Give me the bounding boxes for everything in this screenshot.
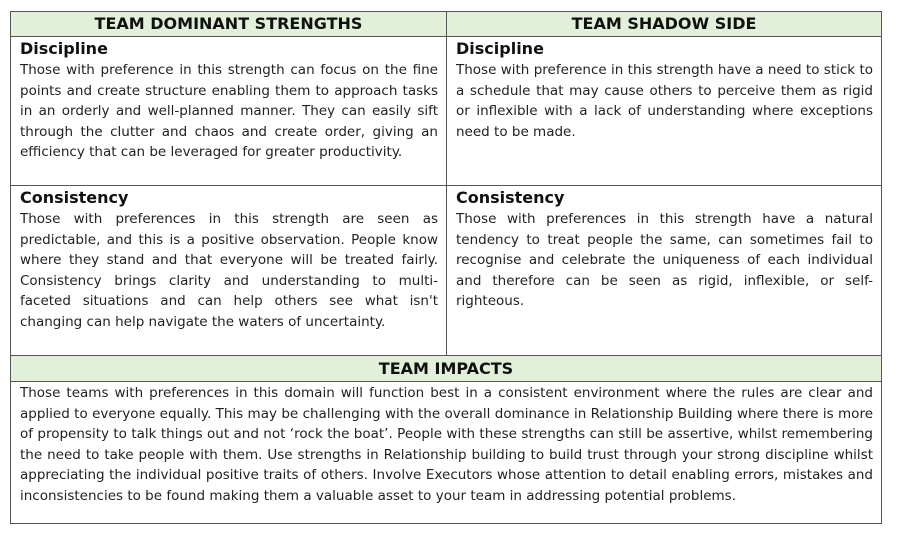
team-impacts-cell (11, 383, 881, 523)
shadow-discipline-title: Discipline (456, 39, 544, 58)
header-team-shadow-side: TEAM SHADOW SIDE (447, 12, 881, 36)
row-divider (11, 381, 881, 382)
shadow-consistency-cell (447, 187, 881, 354)
strengths-table (10, 11, 882, 524)
shadow-consistency-text: Those with preferences in this strength have a natural tendency to treat people the same, can sometimes fail to recognise and celebrate the uniqueness of each individual and therefore can be seen as rigid, inflexible, or self-righteous. (456, 211, 873, 309)
shadow-discipline-text: Those with preference in this strength have a need to stick to a schedule that may cause others to perceive them as rigid or inflexible with a lack of understanding where exceptions need to be made. (456, 62, 873, 140)
strength-consistency-title: Consistency (20, 188, 129, 207)
shadow-consistency-title: Consistency (456, 188, 565, 207)
strength-discipline-text: Those with preference in this strength can focus on the fine points and create structure enabling them to approach tasks in an orderly and well-planned manner. They can easily sift through the clutter and chaos and create order, giving an efficiency that can be leveraged for greater productivity. (20, 62, 438, 160)
strength-discipline-cell (11, 38, 446, 184)
team-impacts-text: Those teams with preferences in this domain will function best in a consistent environment where the rules are clear and applied to everyone equally. This may be challenging with the overall dominance in Relationship Building where there is more of propensity to talk things out and not ‘rock the boat’. People with these strengths can still be assertive, whilst remembering the need to take people with them. Use strengths in Relationship building to build trust through your strong discipline whilst appreciating the individual positive traits of others. Involve Executors whose attention to detail enabling errors, mistakes and inconsistencies to be found making them a valuable asset to your team in addressing potential problems. (20, 385, 873, 504)
header-team-dominant-strengths: TEAM DOMINANT STRENGTHS (11, 12, 446, 36)
strength-discipline-title: Discipline (20, 39, 108, 58)
strength-consistency-text: Those with preferences in this strength are seen as predictable, and this is a positive observation. People know where they stand and that everyone will be treated fairly. Consistency brings clarity and understanding to multi-faceted situations and can help others see what isn't changing can help navigate the waters of uncertainty. (20, 211, 438, 330)
header-team-impacts: TEAM IMPACTS (11, 356, 881, 381)
shadow-discipline-cell (447, 38, 881, 184)
strength-consistency-cell (11, 187, 446, 354)
